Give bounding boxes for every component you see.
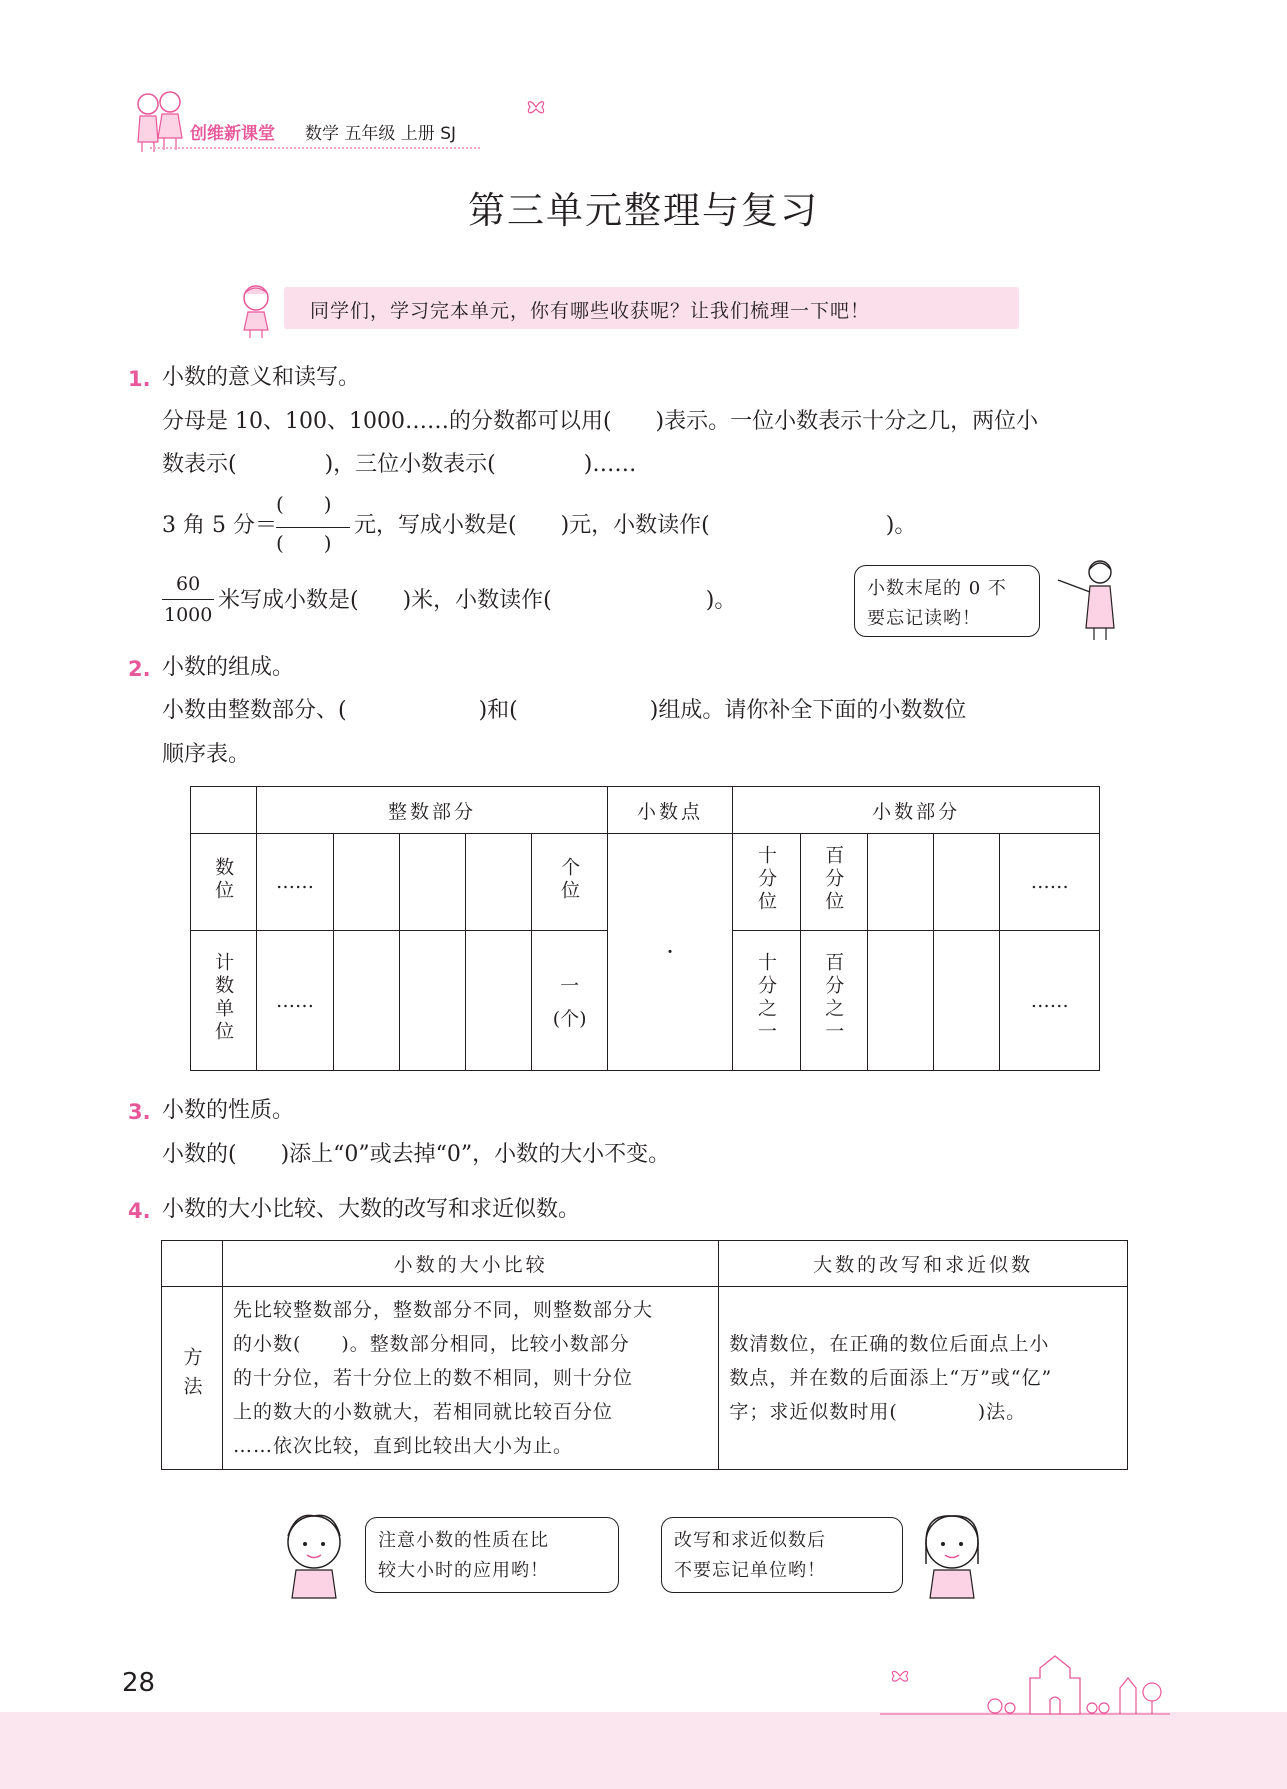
place-blank-5[interactable] [934, 834, 1000, 931]
unit-tenths: 十分之一 [733, 931, 800, 1071]
q2-line2: 顺序表。 [162, 742, 251, 767]
q1-line1: 分母是 10、100、1000……的分数都可以用( )表示。一位小数表示十分之几，两位小 [162, 409, 1039, 434]
rewrite-method-cell: 数清数位，在正确的数位后面点上小 数点，并在数的后面添上“万”或“亿” 字；求近似数时用( )法。 [719, 1287, 1128, 1470]
q1-fraction-numerator: ( ) [276, 492, 332, 516]
q1-tip-bubble [854, 565, 1040, 637]
q1-fraction2-denominator: 1000 [164, 604, 213, 626]
header-rewrite: 大数的改写和求近似数 [719, 1241, 1128, 1287]
place-value-table [190, 786, 1100, 1071]
header-decimal-point: 小数点 [607, 787, 733, 834]
comparison-corner [162, 1241, 223, 1287]
butterfly-icon [526, 98, 546, 116]
row-label-method: 方法 [162, 1287, 223, 1470]
q1-line4-suffix: 米写成小数是( )米，小数读作( )。 [218, 588, 737, 613]
unit-blank-3[interactable] [466, 931, 532, 1071]
unit-ellipsis-right: …… [1000, 931, 1100, 1071]
right-speech-bubble: 改写和求近似数后 不要忘记单位哟！ [661, 1517, 903, 1593]
q3-line1: 小数的( )添上“0”或去掉“0”，小数的大小不变。 [162, 1142, 671, 1167]
header-brand: 创维新课堂 [190, 124, 275, 144]
place-blank-3[interactable] [466, 834, 532, 931]
q1-line2: 数表示( )，三位小数表示( )…… [162, 452, 637, 477]
header-rule [150, 147, 480, 149]
q3-heading: 小数的性质。 [162, 1098, 295, 1123]
row-label-place: 数位 [191, 834, 257, 931]
q2-line1: 小数由整数部分、( )和( )组成。请你补全下面的小数数位 [162, 698, 967, 723]
place-tenths: 十分位 [733, 834, 800, 931]
q1-line3-suffix: 元，写成小数是( )元，小数读作( )。 [354, 513, 917, 538]
teacher-pointing-icon [1054, 556, 1124, 642]
left-speech-bubble: 注意小数的性质在比 较大小时的应用哟！ [365, 1517, 619, 1593]
unit-hundredths: 百分之一 [800, 931, 867, 1071]
header-subject: 数学 五年级 上册 SJ [305, 124, 457, 144]
compare-method-cell: 先比较整数部分，整数部分不同，则整数部分大 的小数( )。整数部分相同，比较小数部分 的十分位，若十分位上的数不相同，则十分位 上的数大的小数就大，若相同就比较百分位 ……依次比较，直到比较出大小为止。 [222, 1287, 718, 1470]
q1-line3-prefix: 3 角 5 分＝ [162, 513, 277, 538]
q1-fraction2-numerator: 60 [176, 573, 201, 595]
header-decimal-part: 小数部分 [733, 787, 1100, 834]
boy-avatar-icon [276, 1508, 356, 1600]
unit-blank-2[interactable] [399, 931, 465, 1071]
place-blank-4[interactable] [867, 834, 933, 931]
q1-tip-line1: 小数末尾的 0 不 [867, 578, 1007, 599]
header-compare: 小数的大小比较 [222, 1241, 718, 1287]
place-ellipsis-right: …… [1000, 834, 1100, 931]
place-blank-2[interactable] [399, 834, 465, 931]
unit-ones: 一 (个) [532, 931, 607, 1071]
place-ellipsis-left: …… [257, 834, 333, 931]
comparison-table [161, 1240, 1128, 1470]
girl-mascot-icon [236, 282, 278, 340]
header-kids-illustration [128, 86, 190, 154]
unit-blank-4[interactable] [867, 931, 933, 1071]
page-title: 第三单元整理与复习 [468, 189, 819, 232]
q1-fraction-denominator: ( ) [276, 531, 332, 555]
q4-heading: 小数的大小比较、大数的改写和求近似数。 [162, 1197, 581, 1222]
decimal-point-cell: · [607, 834, 733, 1071]
header-integer-part: 整数部分 [257, 787, 608, 834]
unit-blank-1[interactable] [333, 931, 399, 1071]
q4-number: 4. [128, 1199, 151, 1223]
girl-avatar-icon [912, 1508, 992, 1600]
q1-heading: 小数的意义和读写。 [162, 365, 361, 390]
intro-text: 同学们，学习完本单元，你有哪些收获呢？让我们梳理一下吧！ [310, 300, 871, 322]
place-blank-1[interactable] [333, 834, 399, 931]
q1-fraction2-bar [162, 599, 214, 600]
q2-number: 2. [128, 657, 151, 681]
row-label-unit: 计数单位 [191, 931, 257, 1071]
footer-band [0, 1712, 1287, 1789]
q3-number: 3. [128, 1100, 151, 1124]
castle-decoration-icon [880, 1648, 1170, 1718]
page-number: 28 [122, 1668, 156, 1698]
q2-heading: 小数的组成。 [162, 655, 295, 680]
unit-blank-5[interactable] [934, 931, 1000, 1071]
place-hundredths: 百分位 [800, 834, 867, 931]
q1-fraction-bar [276, 527, 350, 528]
place-ones: 个位 [532, 834, 607, 931]
q1-tip-line2: 要忘记读哟！ [867, 608, 981, 629]
unit-ellipsis-left: …… [257, 931, 333, 1071]
q1-number: 1. [128, 367, 151, 391]
table-corner [191, 787, 257, 834]
